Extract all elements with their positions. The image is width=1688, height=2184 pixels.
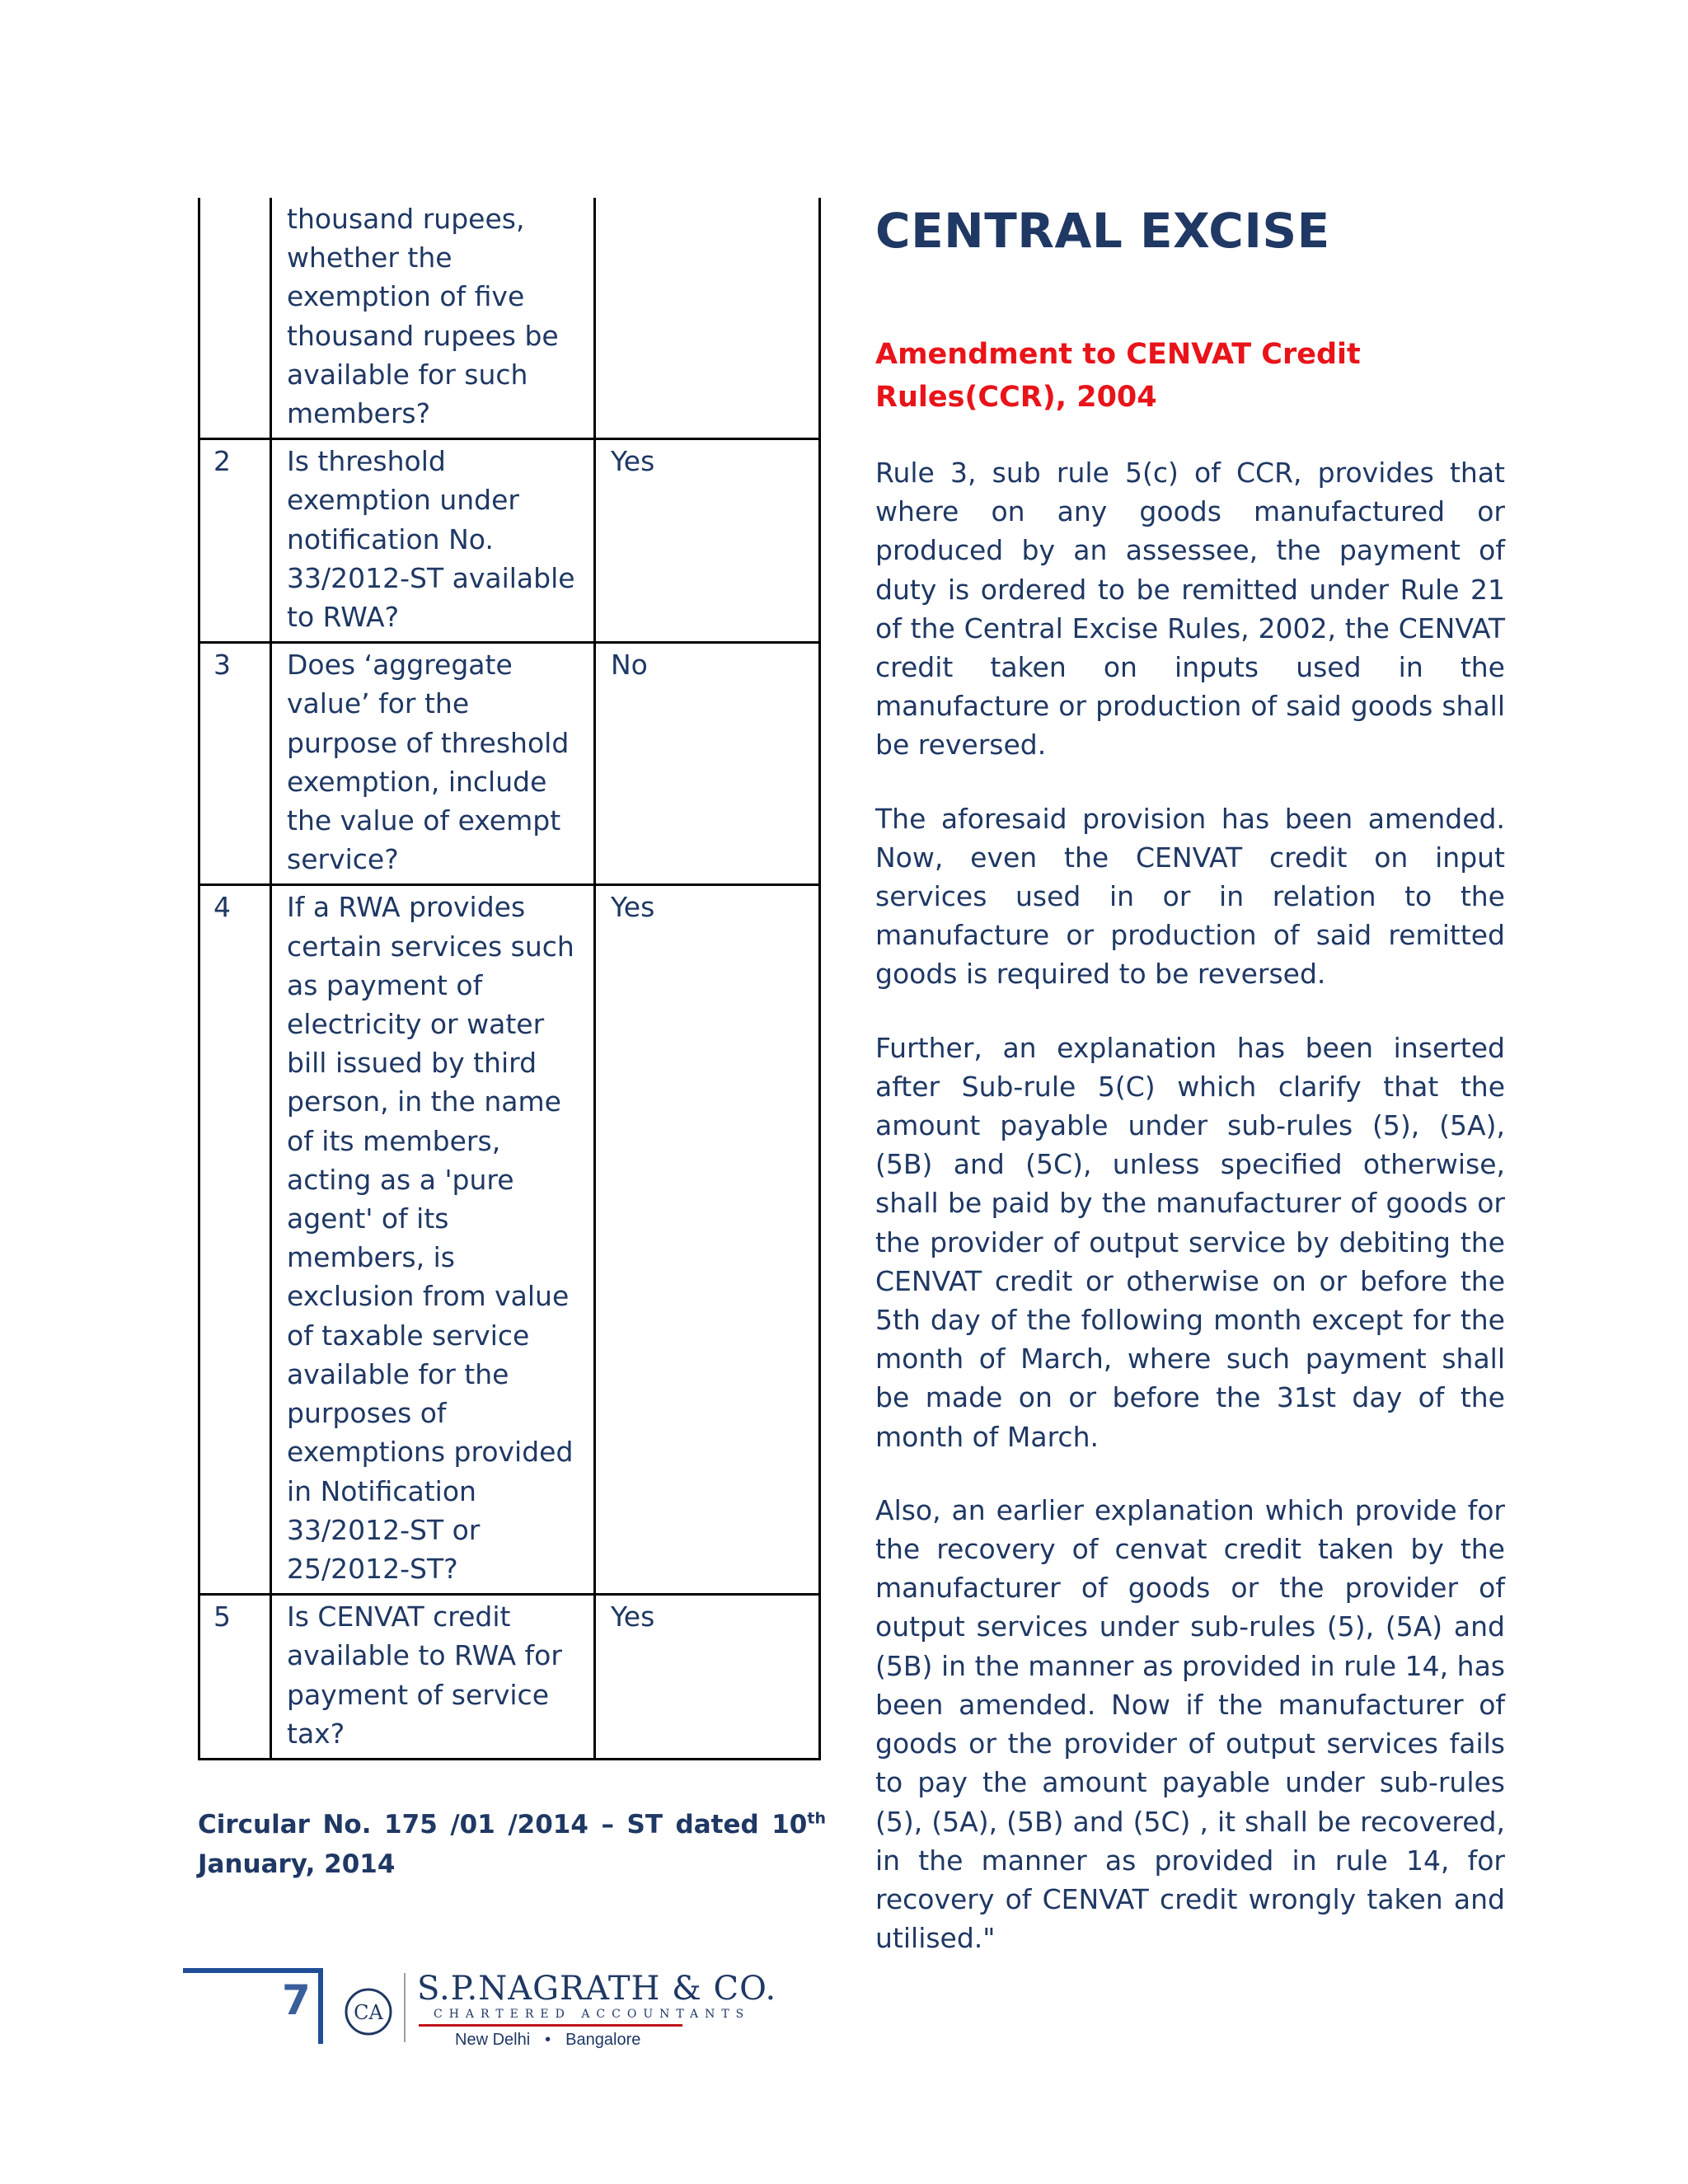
row-number: 4 <box>199 885 271 1595</box>
firm-subtitle: CHARTERED ACCOUNTANTS <box>434 2008 751 2021</box>
row-question: Is threshold exemption under notification No. 33/2012-ST available to RWA? <box>271 439 595 643</box>
row-answer: Yes <box>595 439 820 643</box>
table-row <box>199 643 820 885</box>
row-number: 2 <box>199 439 271 643</box>
row-question: Does ‘aggregate value’ for the purpose of threshold exemption, include the value of exempt service? <box>271 643 595 885</box>
table-row <box>199 885 820 1595</box>
row-number: 5 <box>199 1595 271 1760</box>
location-separator: • <box>545 2031 551 2049</box>
section-title: CENTRAL EXCISE <box>875 203 1330 259</box>
circular-superscript: th <box>807 1809 826 1828</box>
row-answer: Yes <box>595 1595 820 1760</box>
firm-underline <box>419 2024 682 2027</box>
row-answer <box>595 198 820 439</box>
page-footer <box>183 1961 777 2052</box>
firm-name: S.P.NAGRATH & CO. <box>417 1970 777 2008</box>
row-question: If a RWA provides certain services such as payment of electricity or water bill issued by third person, in the name of its members, acting as a 'pure agent' of its members, is exclusion from value of taxable service available for the purposes of exemptions provided in Notification 33/2012-ST or 25/2012-ST? <box>271 885 595 1595</box>
paragraph: The aforesaid provision has been amended. Now, even the CENVAT credit on input services used in or in relation to the manufacture or production of said remitted goods is required to be reversed. <box>875 802 1505 991</box>
circular-date-rest: January, 2014 <box>198 1849 396 1879</box>
ca-logo-icon <box>343 1986 394 2037</box>
row-question: thousand rupees, whether the exemption of five thousand rupees be available for such members? <box>271 198 595 439</box>
paragraph: Also, an earlier explanation which provide for the recovery of cenvat credit taken by the manufacturer of goods or the provider of output services under sub-rules (5), (5A) and (5B) in the manner as provided in rule 14, has been amended. Now if the manufacturer of goods or the provider of output services fails to pay the amount payable under sub-rules (5), (5A), (5B) and (5C) , it shall be recovered, in the manner as provided in rule 14, for recovery of CENVAT credit wrongly taken and utilised." <box>875 1493 1505 1955</box>
footer-divider <box>404 1973 406 2042</box>
circular-reference <box>198 1805 826 1884</box>
faq-table <box>198 198 821 1760</box>
left-column <box>198 198 826 1884</box>
location-delhi: New Delhi <box>455 2031 531 2049</box>
footer-rule-horizontal <box>183 1968 323 1973</box>
firm-locations <box>455 2031 640 2050</box>
circular-text: Circular No. 175 /01 /2014 – ST dated 10 <box>198 1809 808 1840</box>
footer-rule-vertical <box>318 1968 323 2044</box>
row-number: 3 <box>199 643 271 885</box>
row-question: Is CENVAT credit available to RWA for payment of service tax? <box>271 1595 595 1760</box>
table-row <box>199 198 820 439</box>
row-number <box>199 198 271 439</box>
right-column <box>875 198 1505 1985</box>
table-row <box>199 1595 820 1760</box>
paragraph: Rule 3, sub rule 5(c) of CCR, provides that where on any goods manufactured or produced by an assessee, the payment of duty is ordered to be remitted under Rule 21 of the Central Excise Rules, 2002, the CENVAT credit taken on inputs used in the manufacture or production of said goods shall be reversed. <box>875 457 1505 762</box>
row-answer: No <box>595 643 820 885</box>
logo-text: CA <box>354 2001 383 2024</box>
location-bangalore: Bangalore <box>565 2031 641 2049</box>
page-number: 7 <box>282 1976 311 2024</box>
paragraph: Further, an explanation has been inserted after Sub-rule 5(C) which clarify that the amount payable under sub-rules (5), (5A), (5B) and (5C), unless specified otherwise, shall be paid by the manufacturer of goods or the provider of output service by debiting the CENVAT credit or otherwise on or before the 5th day of the following month except for the month of March, where such payment shall be made on or before the 31st day of the month of March. <box>875 1031 1505 1453</box>
row-answer: Yes <box>595 885 820 1595</box>
subsection-title: Amendment to CENVAT Credit Rules(CCR), 2004 <box>875 338 1361 414</box>
table-row <box>199 439 820 643</box>
